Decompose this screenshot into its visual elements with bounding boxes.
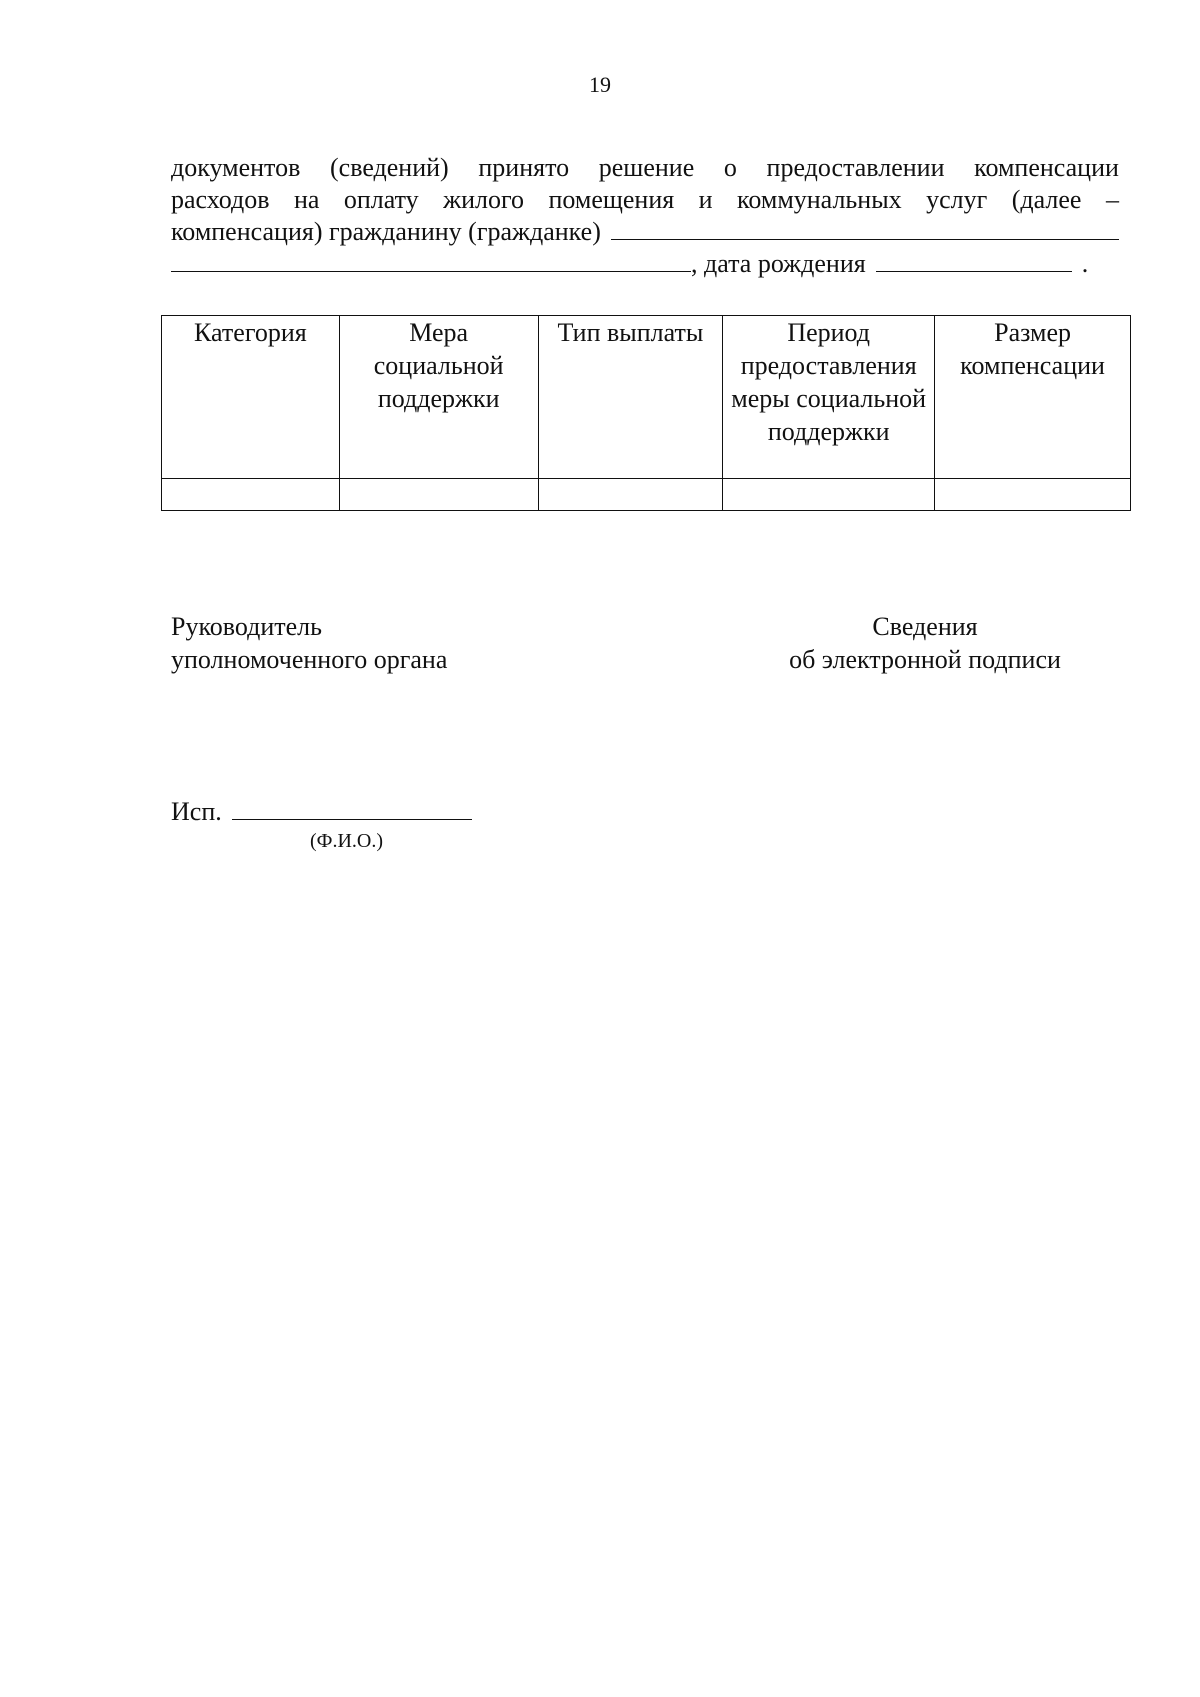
birth-date-label: , дата рождения — [691, 249, 866, 278]
word: компенсации — [974, 153, 1119, 182]
executor-caption: (Ф.И.О.) — [310, 830, 384, 852]
head-title-line-2: уполномоченного органа — [171, 645, 448, 674]
page-number: 19 — [589, 72, 611, 97]
executor-line — [171, 797, 472, 827]
head-signature-block — [171, 610, 447, 676]
word: предоставлении — [766, 153, 945, 182]
header-category: Категория — [162, 316, 340, 479]
table-cell[interactable] — [162, 479, 340, 511]
word: о — [723, 153, 737, 182]
word: жилого — [443, 185, 524, 214]
paragraph-line-1 — [171, 152, 1119, 184]
executor-label: Исп. — [171, 797, 222, 826]
table-cell[interactable] — [935, 479, 1131, 511]
compensation-table — [161, 315, 1131, 511]
paragraph-line-4 — [171, 248, 1119, 280]
executor-name-blank[interactable] — [232, 797, 472, 820]
word: решение — [598, 153, 695, 182]
word: помещения — [548, 185, 675, 214]
head-title-line-1: Руководитель — [171, 612, 322, 641]
table-cell[interactable] — [723, 479, 935, 511]
decision-paragraph — [171, 152, 1119, 280]
e-signature-info-block — [770, 610, 1080, 676]
e-signature-line-2: об электронной подписи — [789, 645, 1061, 674]
word: (далее — [1011, 185, 1082, 214]
header-period: Период предоставления меры социальной поддержки — [723, 316, 935, 479]
word: на — [293, 185, 320, 214]
word: (сведений) — [330, 153, 449, 182]
word: услуг — [926, 185, 988, 214]
sentence-end: . — [1081, 249, 1089, 278]
table-header-row — [162, 316, 1131, 479]
recipient-name-blank[interactable] — [611, 217, 1119, 240]
word: коммунальных — [737, 185, 902, 214]
recipient-name-blank-continued[interactable] — [171, 249, 691, 272]
word: принято — [478, 153, 570, 182]
table-cell[interactable] — [538, 479, 723, 511]
paragraph-line-2 — [171, 184, 1119, 216]
word: расходов — [171, 185, 270, 214]
header-payment-type: Тип выплаты — [538, 316, 723, 479]
paragraph-line-3 — [171, 216, 1119, 248]
recipient-label: компенсация) гражданину (гражданке) — [171, 217, 601, 246]
word: оплату — [343, 185, 419, 214]
header-compensation-amount: Размер компенсации — [935, 316, 1131, 479]
birth-date-blank[interactable] — [876, 249, 1072, 272]
e-signature-line-1: Сведения — [872, 612, 978, 641]
table-row — [162, 479, 1131, 511]
word: – — [1105, 185, 1119, 214]
word: документов — [171, 153, 301, 182]
header-support-measure: Мера социальной поддержки — [339, 316, 538, 479]
table-cell[interactable] — [339, 479, 538, 511]
word: и — [698, 185, 713, 214]
